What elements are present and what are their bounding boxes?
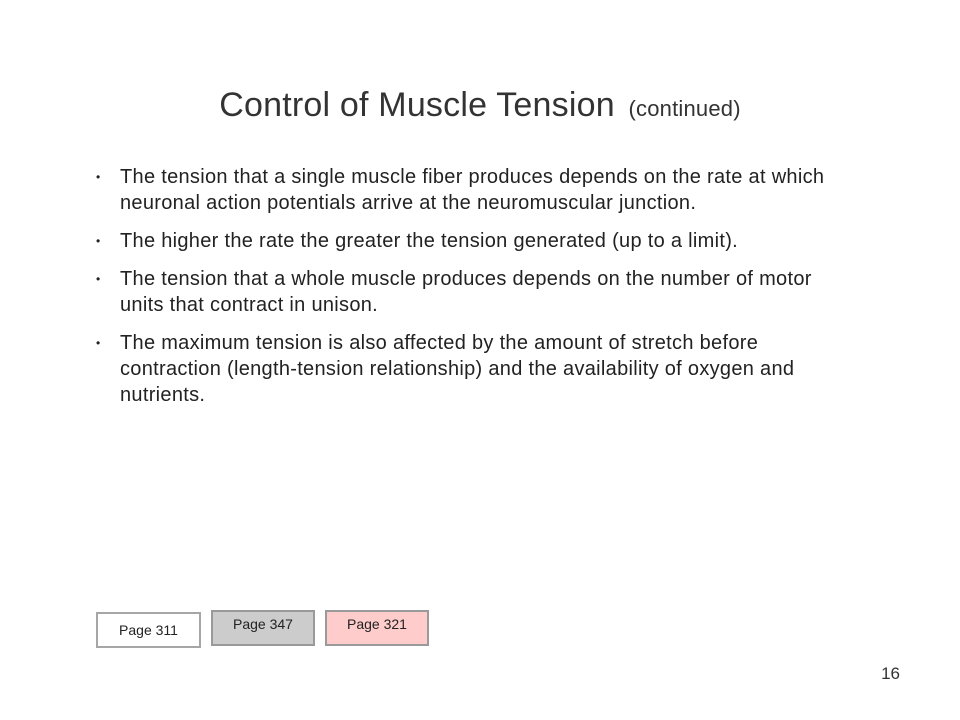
slide-title (0, 86, 960, 125)
title-subtitle: (continued) (628, 96, 741, 121)
bullet-item (90, 330, 850, 408)
bullet-item (90, 266, 850, 318)
bullet-icon: • (96, 234, 101, 248)
bullet-text: The maximum tension is also affected by the amount of stretch before contraction (length-tension relationship) and the availability of oxygen and nutrients. (120, 332, 795, 406)
bullet-list (90, 164, 850, 420)
page-reference-347[interactable]: Page 347 (211, 610, 315, 646)
page-reference-311[interactable]: Page 311 (96, 612, 201, 648)
slide-number: 16 (881, 664, 900, 683)
bullet-icon: • (96, 336, 101, 350)
title-text: Control of Muscle Tension (219, 86, 615, 124)
bullet-item (90, 164, 850, 216)
bullet-text: The tension that a whole muscle produces depends on the number of motor units that contract in unison. (120, 268, 812, 316)
page-reference-321[interactable]: Page 321 (325, 610, 429, 646)
bullet-item (90, 228, 850, 254)
bullet-text: The higher the rate the greater the tension generated (up to a limit). (120, 230, 739, 252)
bullet-text: The tension that a single muscle fiber produces depends on the rate at which neuronal action potentials arrive at the neuromuscular junction. (120, 166, 825, 214)
bullet-icon: • (96, 272, 101, 286)
bullet-icon: • (96, 170, 101, 184)
